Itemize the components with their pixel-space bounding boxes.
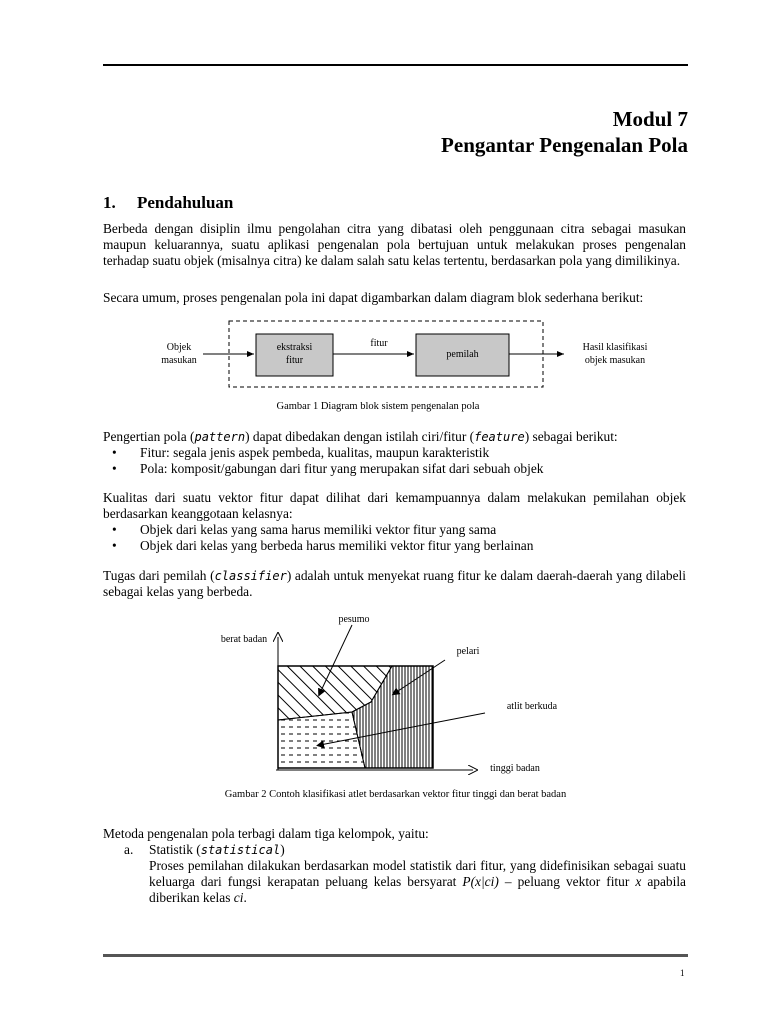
section-title: Pendahuluan bbox=[137, 193, 234, 212]
paragraph-classifier-task: Tugas dari pemilah (classifier) adalah untuk menyekat ruang fitur ke dalam daerah-daerah yang dilabeli sebagai kelas yang berbeda. bbox=[103, 568, 686, 599]
input-label: Objek masukan bbox=[161, 342, 197, 366]
paragraph-intro: Berbeda dengan disiplin ilmu pengolahan citra yang dibatasi oleh penggunaan citra sebagai masukan maupun keluarannya, suatu aplikasi pengenalan pola bertujuan untuk melakukan proses pengenalan terhadap suatu objek (misalnya citra) ke dalam salah satu kelas tertentu, berdasarkan pola yang dimilikinya. bbox=[103, 221, 686, 268]
list-item: • Fitur: segala jenis aspek pembeda, kualitas, maupun karakteristik bbox=[112, 445, 490, 460]
item-letter-a: a. bbox=[124, 842, 134, 857]
section-heading bbox=[103, 193, 233, 213]
figure2-caption: Gambar 2 Contoh klasifikasi atlet berdasarkan vektor fitur tinggi dan berat badan bbox=[224, 789, 567, 800]
region-atlit-berkuda bbox=[278, 712, 365, 768]
output-label: Hasil klasifikasi objek masukan bbox=[582, 342, 648, 366]
feature-label: fitur bbox=[370, 338, 388, 349]
item-a-title: Statistik (statistical) bbox=[149, 842, 285, 857]
label-pesumo: pesumo bbox=[338, 614, 370, 625]
paragraph-feature-quality: Kualitas dari suatu vektor fitur dapat dilihat dari kemampuannya dalam melakukan pemilahan objek berdasarkan keanggotaan kelasnya: bbox=[103, 490, 686, 521]
label-tinggi-badan: tinggi badan bbox=[490, 763, 540, 774]
list-item: • Objek dari kelas yang sama harus memiliki vektor fitur yang sama bbox=[112, 522, 497, 537]
section-number: 1. bbox=[103, 193, 116, 212]
block2-label: pemilah bbox=[446, 349, 479, 360]
label-atlit-berkuda: atlit berkuda bbox=[506, 701, 558, 712]
bullet-list-definitions bbox=[112, 445, 682, 477]
figure1-caption: Gambar 1 Diagram blok sistem pengenalan pola bbox=[276, 401, 480, 412]
top-rule bbox=[103, 64, 688, 66]
item-a-body: Proses pemilahan dilakukan berdasarkan model statistik dari fitur, yang didefinisikan sebagai suatu keluarga dari fungsi kerapatan peluang kelas bersyarat P(x|ci) – peluang vektor fitur x apabila diberikan kelas ci. bbox=[149, 858, 686, 905]
label-berat-badan: berat badan bbox=[220, 634, 268, 645]
label-pelari: pelari bbox=[456, 646, 480, 657]
page-number: 1 bbox=[680, 968, 685, 978]
module-title: Pengantar Pengenalan Pola bbox=[441, 133, 688, 157]
paragraph-diagram-intro: Secara umum, proses pengenalan pola ini dapat digambarkan dalam diagram blok sederhana berikut: bbox=[103, 290, 644, 305]
block1-label: ekstraksi fitur bbox=[276, 342, 313, 366]
bottom-rule bbox=[103, 954, 688, 957]
module-number: Modul 7 bbox=[612, 107, 688, 131]
bullet-list-quality bbox=[112, 522, 682, 554]
list-item: • Pola: komposit/gabungan dari fitur yang merupakan sifat dari sebuah objek bbox=[112, 461, 544, 476]
list-item: • Objek dari kelas yang berbeda harus memiliki vektor fitur yang berlainan bbox=[112, 538, 534, 553]
formula: P(x|ci) bbox=[462, 874, 499, 889]
paragraph-methods-intro: Metoda pengenalan pola terbagi dalam tiga kelompok, yaitu: bbox=[103, 826, 429, 841]
paragraph-pattern-definition: Pengertian pola (pattern) dapat dibedakan dengan istilah ciri/fitur (feature) sebagai berikut: bbox=[103, 429, 618, 444]
